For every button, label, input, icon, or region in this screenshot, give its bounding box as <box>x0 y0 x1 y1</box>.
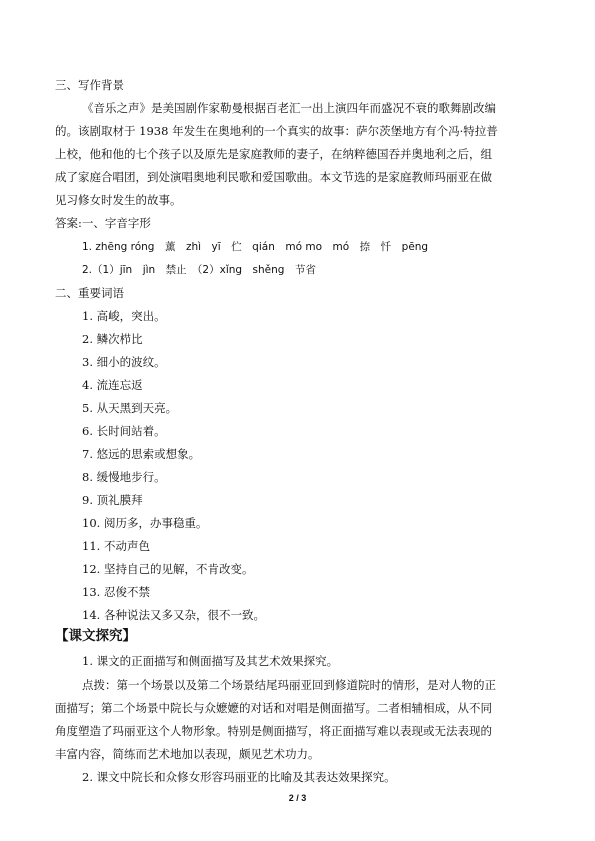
explore-hint-line-3: 角度塑造了玛丽亚这个人物形象。特别是侧面描写，将正面描写难以表现或无法表现的 <box>55 724 492 738</box>
explore-hint-line-1: 点拨：第一个场景以及第二个场景结尾玛丽亚回到修道院时的情形，是对人物的正 <box>82 678 496 692</box>
background-line-5: 见习修女时发生的故事。 <box>55 193 182 207</box>
explore-hint-line-4: 丰富内容，简练而艺术地加以表现，颇见艺术功力。 <box>55 747 320 761</box>
answers-heading: 答案:一、字音字形 <box>55 216 151 230</box>
vocab-item-12: 12. 坚持自己的见解，不肯改变。 <box>82 562 254 576</box>
vocab-item-6: 6. 长时间站着。 <box>82 424 166 438</box>
vocab-item-7: 7. 悠远的思索或想象。 <box>82 447 201 461</box>
answers-item-2: 2.（1）jīn jìn 禁止 （2）xǐng shěng 节省 <box>82 264 316 276</box>
background-line-3: 上校，他和他的七个孩子以及原先是家庭教师的妻子，在纳粹德国吞并奥地利之后，组 <box>55 147 492 161</box>
explore-heading: 【课文探究】 <box>55 628 136 644</box>
background-line-4: 成了家庭合唱团，到处演唱奥地利民歌和爱国歌曲。本文节选的是家庭教师玛丽亚在做 <box>55 170 492 184</box>
vocab-item-11: 11. 不动声色 <box>82 539 150 553</box>
vocab-item-2: 2. 鳞次栉比 <box>82 332 143 346</box>
vocab-heading: 二、重要词语 <box>55 286 124 300</box>
explore-hint-line-2: 面描写；第二个场景中院长与众嬷嬷的对话和对唱是侧面描写。二者相辅相成，从不同 <box>55 701 492 715</box>
vocab-item-8: 8. 缓慢地步行。 <box>82 470 166 484</box>
background-line-1: 《音乐之声》是美国剧作家勒曼根据百老汇一出上演四年而盛况不衰的歌舞剧改编 <box>82 101 496 115</box>
vocab-item-10: 10. 阅历多，办事稳重。 <box>82 516 208 530</box>
explore-question-1: 1. 课文的正面描写和侧面描写及其艺术效果探究。 <box>82 654 339 668</box>
vocab-item-4: 4. 流连忘返 <box>82 378 143 392</box>
vocab-item-14: 14. 各种说法又多又杂，很不一致。 <box>82 608 265 622</box>
background-line-2: 的。该剧取材于 1938 年发生在奥地利的一个真实的故事：萨尔茨堡地方有个冯·特拉普 <box>55 124 498 138</box>
vocab-item-1: 1. 高峻，突出。 <box>82 309 166 323</box>
answers-item-1: 1. zhēng róng 薰 zhì yī 伫 qián mó mo mó 捺 忏 pēng <box>82 241 429 253</box>
vocab-item-13: 13. 忍俊不禁 <box>82 585 150 599</box>
vocab-item-9: 9. 顶礼膜拜 <box>82 493 143 507</box>
vocab-item-3: 3. 细小的波纹。 <box>82 355 166 369</box>
background-heading: 三、写作背景 <box>55 78 124 92</box>
explore-question-2: 2. 课文中院长和众修女形容玛丽亚的比喻及其表达效果探究。 <box>82 770 396 784</box>
vocab-item-5: 5. 从天黑到天亮。 <box>82 401 178 415</box>
page-number: 2 / 3 <box>288 793 307 803</box>
